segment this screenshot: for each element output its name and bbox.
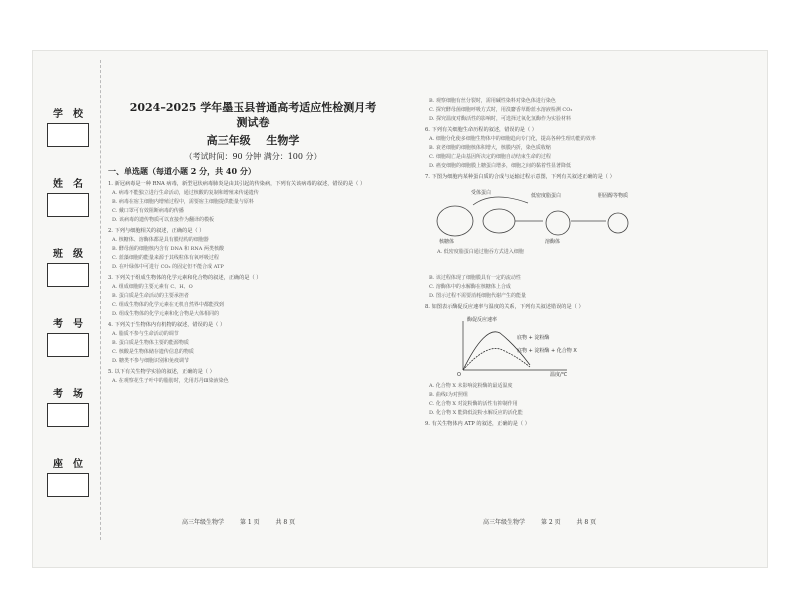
q2-option-c: C. 蓝藻细胞的能量来源于其线粒体有氧呼吸过程 xyxy=(112,255,219,261)
question-3: 3. 下列关于组成生物体的化学元素和化合物的叙述，正确的是（ ） xyxy=(108,275,262,281)
fig1-label-ribosome: 核糖体 xyxy=(439,239,455,245)
left-footer-subject: 高三年级生物学 xyxy=(182,519,225,526)
class-box[interactable] xyxy=(47,263,89,287)
grade-subject xyxy=(108,132,398,148)
exam-room-box[interactable] xyxy=(47,403,89,427)
fig1-label-ldl: 低密度脂蛋白 xyxy=(531,193,562,199)
q7-option-a: A. 低密度脂蛋白通过胞吞方式进入细胞 xyxy=(437,249,524,255)
binding-strip xyxy=(38,90,98,510)
right-footer-subject: 高三年级生物学 xyxy=(483,519,526,526)
enzyme-graph-figure xyxy=(455,315,760,381)
q6-option-b: B. 衰老细胞的细胞核体积增大，核膜内折，染色质收缩 xyxy=(429,145,551,151)
origin-label: O xyxy=(457,372,461,377)
left-footer xyxy=(182,517,309,526)
exam-room-field xyxy=(38,385,98,427)
question-9: 9. 有关生物体内 ATP 的叙述，正确的是（ ） xyxy=(425,421,530,427)
q4-option-d: D. 糖类不参与细胞识别和免疫调节 xyxy=(112,358,190,364)
q6-option-a: A. 细胞分化使多细胞生物体中的细胞趋向专门化，提高各种生理功能的效率 xyxy=(429,136,596,142)
vesicle-shape xyxy=(483,209,515,233)
grade-label: 高三年级 xyxy=(206,134,251,147)
q4-option-c: C. 核酸是生物体储存遗传信息的物质 xyxy=(112,349,194,355)
arrow-1 xyxy=(473,197,528,205)
question-5: 5. 以下有关生物学实验的叙述，正确的是（ ） xyxy=(108,369,215,375)
right-page xyxy=(425,96,760,428)
question-8: 8. 如图表示酶促反应速率与温度的关系，下列有关叙述错误的是（ ） xyxy=(425,304,584,310)
left-footer-page: 第 1 页 xyxy=(239,519,260,526)
exam-title-line2: 测试卷 xyxy=(236,116,270,129)
name-field xyxy=(38,175,98,217)
q8-option-c: C. 化合物 X 对淀粉酶的活性有抑制作用 xyxy=(429,401,518,407)
exam-number-box[interactable] xyxy=(47,333,89,357)
exam-title: 2024–2025 学年墨玉县普通高考适应性检测月考 xyxy=(129,101,377,114)
cell-body-shape xyxy=(437,206,473,236)
question-7: 7. 下图为细胞内某种蛋白质的合成与运输过程示意图，下列有关叙述正确的是（ ） xyxy=(425,174,615,180)
q6-option-c: C. 细胞凋亡是由基因所决定的细胞自动结束生命的过程 xyxy=(429,154,551,160)
q4-option-a: A. 脂质不参与生命活动的调节 xyxy=(112,331,179,337)
q5-option-c: C. 探究酵母菌细胞呼吸方式时，用溴麝香草酚蓝水溶液检测 CO₂ xyxy=(429,107,573,113)
enzyme-graph xyxy=(455,315,605,377)
q7-option-d: D. 图示过程不需要消耗细胞代谢产生的能量 xyxy=(429,293,527,299)
cell-process-figure xyxy=(433,185,760,273)
q2-option-d: D. 在叶绿体中可进行 CO₂ 的固定但不能合成 ATP xyxy=(112,264,224,270)
school-label: 学校 xyxy=(53,109,93,120)
lysosome-shape xyxy=(546,211,570,235)
cell-process-diagram xyxy=(433,185,653,245)
name-box[interactable] xyxy=(47,193,89,217)
q7-option-b: B. 该过程体现了细胞膜具有一定的流动性 xyxy=(429,275,521,281)
q5-option-d: D. 探究温度对酶活性的影响时，可选择过氧化氢酶作为实验材料 xyxy=(429,116,572,122)
q1-option-a: A. 病毒不能独立进行生命活动，通过核酸的复制和增殖来传递遗传 xyxy=(112,190,259,196)
q1-option-c: C. 戴口罩可有效阻断病毒的传播 xyxy=(112,208,184,214)
q6-option-d: D. 癌变细胞的细胞膜上糖蛋白增多，细胞之间的黏着性显著降低 xyxy=(429,163,572,169)
q5-option-a: A. 在观察花生子叶中的脂肪时，先用苏丹Ⅲ染液染色 xyxy=(112,378,229,384)
q5-option-b: B. 观察细胞有丝分裂时，需用碱性染料对染色体进行染色 xyxy=(429,98,556,104)
subject-label: 生物学 xyxy=(266,134,300,147)
q3-option-d: D. 组成生物体的化学元素和化合物是大体相同的 xyxy=(112,311,220,317)
class-label: 班级 xyxy=(53,249,93,260)
q1-option-b: B. 病毒在宿主细胞内增殖过程中，需要宿主细胞提供能量与原料 xyxy=(112,199,254,205)
left-footer-total: 共 8 页 xyxy=(275,519,296,526)
q1-option-d: D. 该病毒的遗传物质可以直接作为翻译的模板 xyxy=(112,217,215,223)
fig1-label-lysosome: 溶酶体 xyxy=(545,239,561,245)
section-heading: 一、单选题（每道小题 2 分，共 40 分） xyxy=(108,166,256,176)
q8-option-a: A. 化合物 X 未影响淀粉酶的最适温度 xyxy=(429,383,513,389)
x-axis-label: 温度/℃ xyxy=(550,372,568,377)
curve-1-label: 底物 + 淀粉酶 xyxy=(517,335,550,341)
school-field xyxy=(38,105,98,147)
exam-room-label: 考场 xyxy=(53,389,93,400)
fig1-label-receptor: 受体蛋白 xyxy=(471,190,492,196)
left-page xyxy=(108,100,398,385)
right-footer-page: 第 2 页 xyxy=(540,519,561,526)
q2-option-a: A. 核糖体、溶酶体都是具有膜结构的细胞器 xyxy=(112,237,209,243)
exam-number-field xyxy=(38,315,98,357)
q3-option-c: C. 组成生物体的化学元素在无机自然界中都能找到 xyxy=(112,302,224,308)
q3-option-a: A. 组成细胞的主要元素有 C、H、O xyxy=(112,284,193,290)
school-box[interactable] xyxy=(47,123,89,147)
right-footer-total: 共 8 页 xyxy=(576,519,597,526)
question-4: 4. 下列关于生物体内有机物的叙述，错误的是（ ） xyxy=(108,322,226,328)
question-1: 1. 新冠病毒是一种 RNA 病毒，新型冠状病毒肺炎是由其引起的传染病，下列有关该病毒的叙述，错误的是（ ） xyxy=(108,181,366,187)
seat-field xyxy=(38,455,98,497)
q7-option-c: C. 溶酶体中的水解酶在核糖体上合成 xyxy=(429,284,511,290)
q2-option-b: B. 酵母菌的细胞核内含有 DNA 和 RNA 两类核酸 xyxy=(112,246,224,252)
seal-line xyxy=(100,60,101,540)
seat-label: 座位 xyxy=(53,459,93,470)
q8-option-d: D. 化合物 X 能降低淀粉水解反应的活化能 xyxy=(429,410,523,416)
fig1-label-cholesterol: 胆固醇等物质 xyxy=(598,193,629,199)
product-shape xyxy=(608,213,628,233)
y-axis-label: 酶促反应速率 xyxy=(467,317,498,323)
curve-2-label: 底物 + 淀粉酶 + 化合物 X xyxy=(517,348,577,354)
q4-option-b: B. 蛋白质是生物体主要的能源物质 xyxy=(112,340,189,346)
class-field xyxy=(38,245,98,287)
exam-meta: （考试时间：90 分钟 满分：100 分） xyxy=(184,152,322,161)
question-2: 2. 下列与细胞相关的叙述，正确的是（ ） xyxy=(108,228,205,234)
right-footer xyxy=(483,517,610,526)
question-6: 6. 下列有关细胞生命历程的叙述，错误的是（ ） xyxy=(425,127,537,133)
seat-box[interactable] xyxy=(47,473,89,497)
q3-option-b: B. 蛋白质是生命活动的主要承担者 xyxy=(112,293,189,299)
exam-number-label: 考号 xyxy=(53,319,93,330)
q8-option-b: B. 曲线Ⅰ为对照组 xyxy=(429,392,468,398)
name-label: 姓名 xyxy=(53,179,93,190)
